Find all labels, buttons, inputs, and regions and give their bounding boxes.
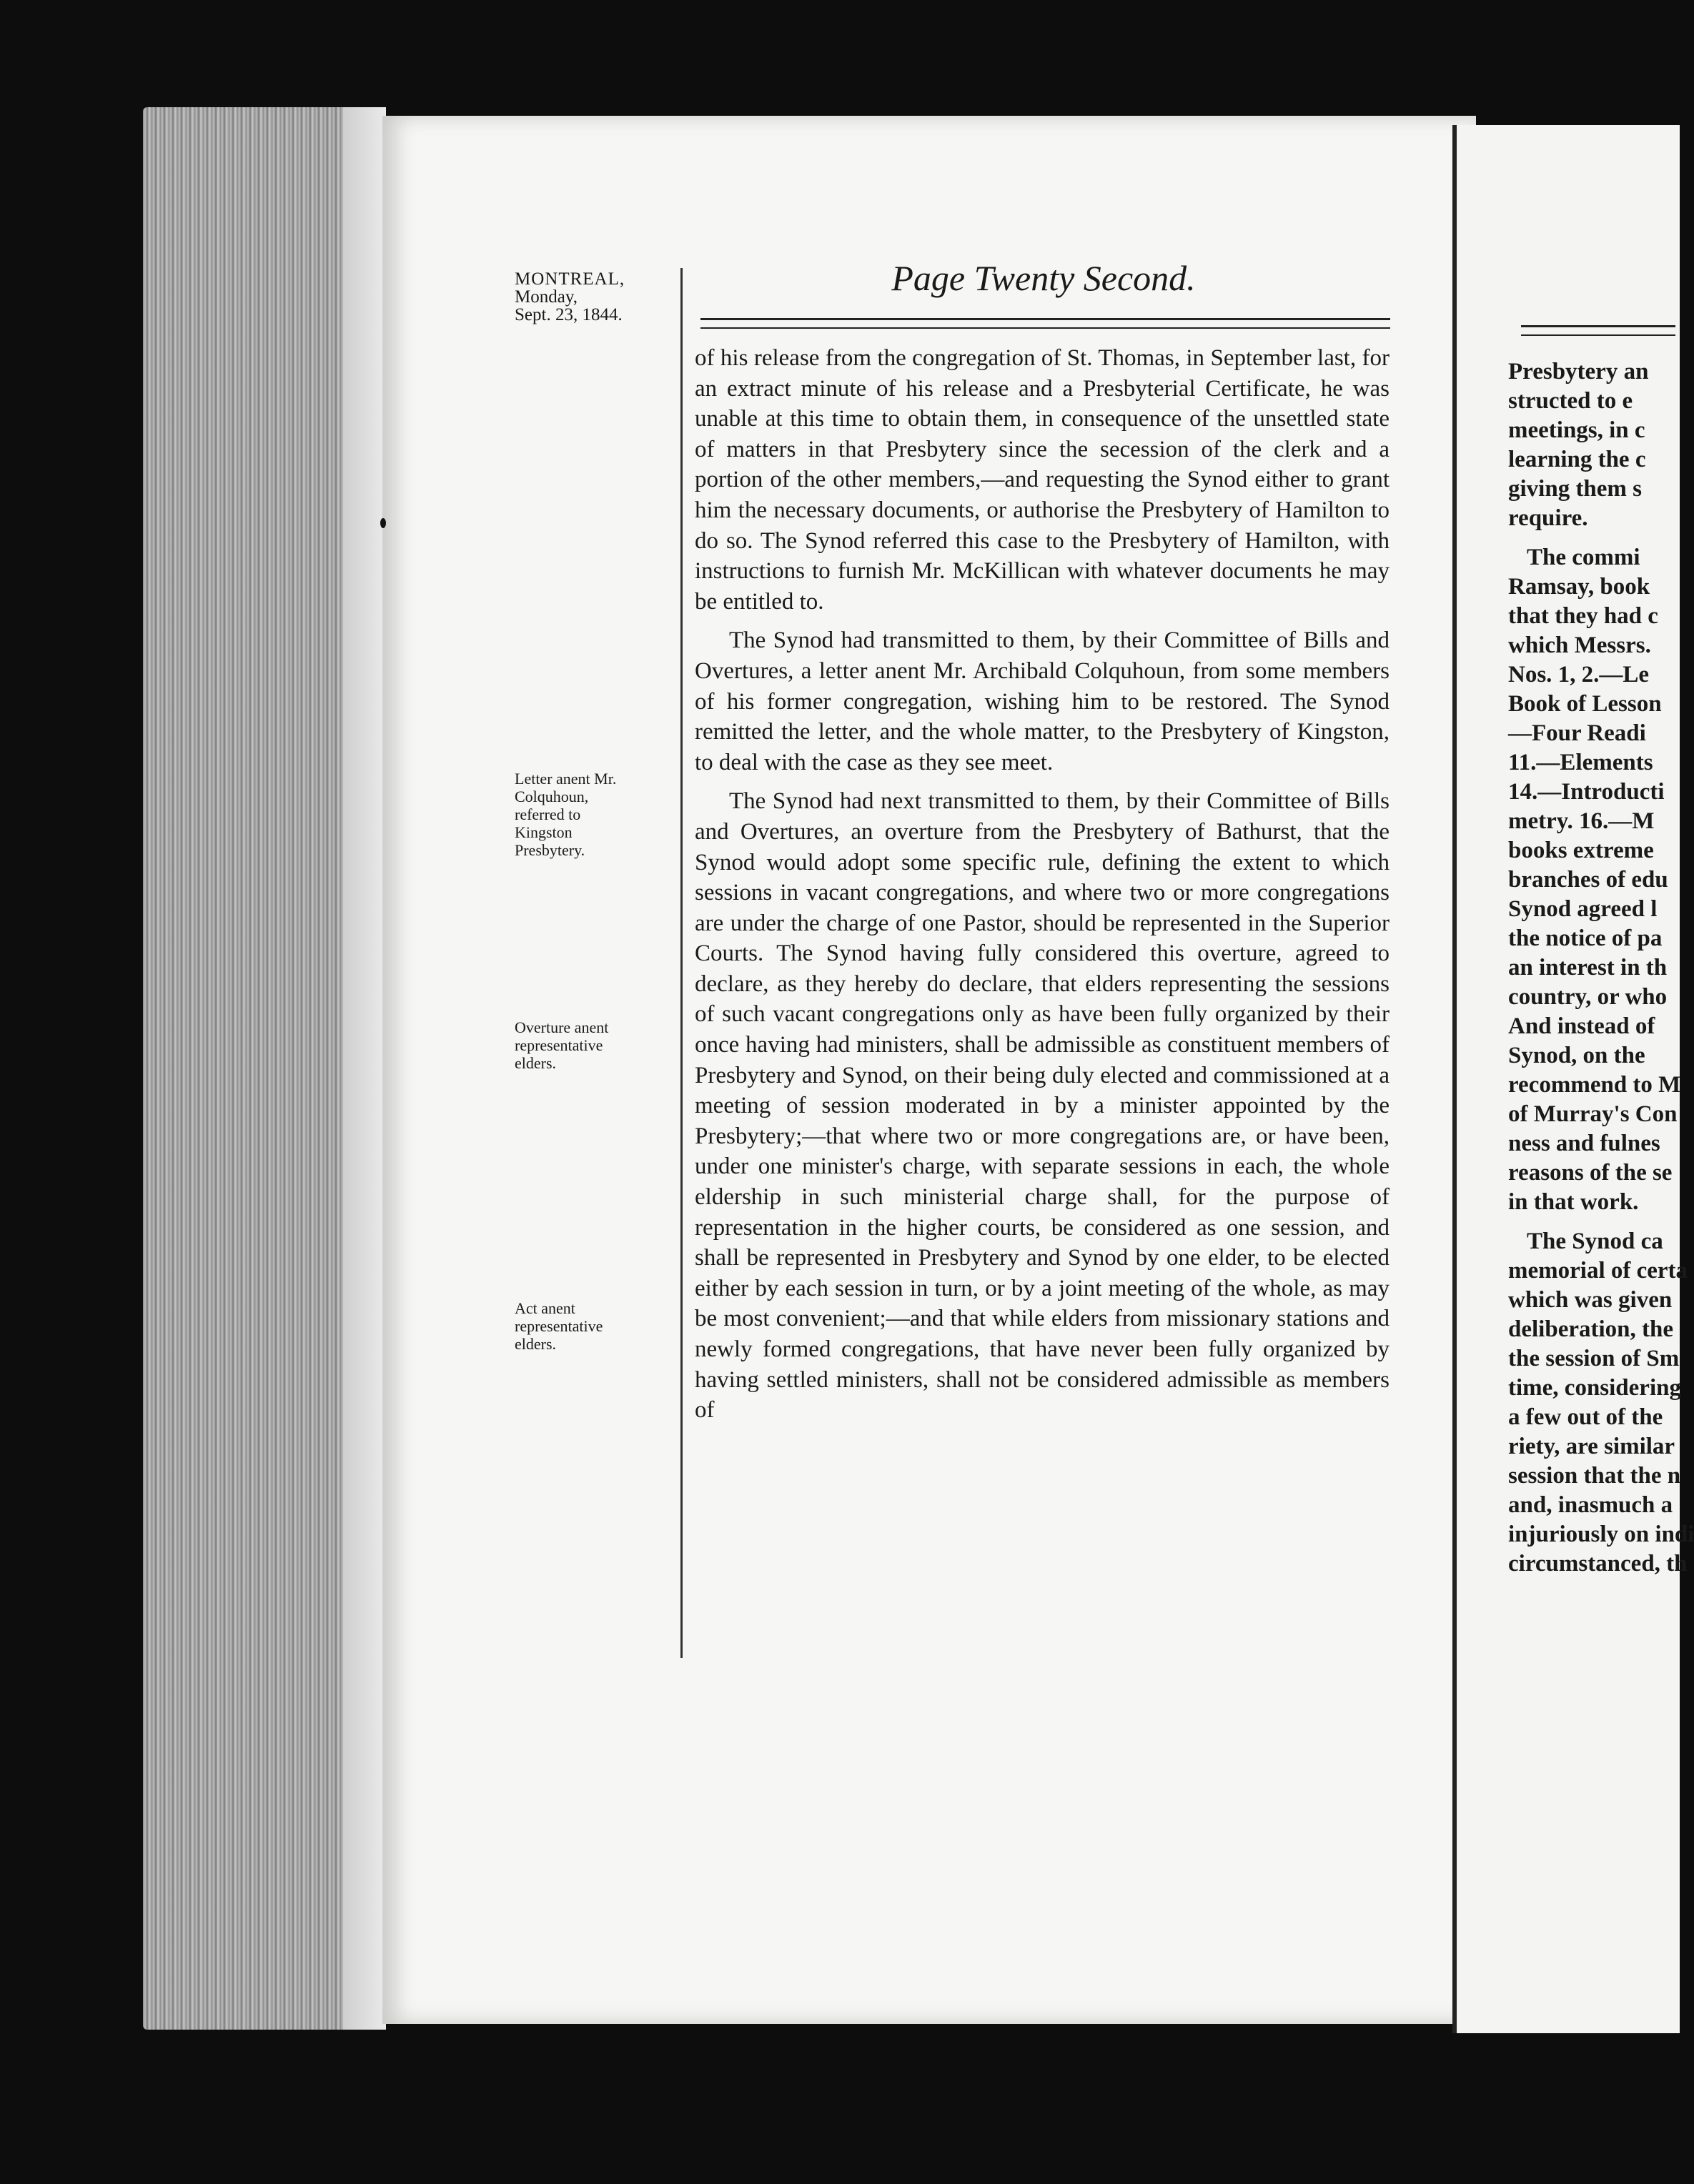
- next-page-line: require.: [1508, 505, 1588, 531]
- margin-note-colquhoun: Letter anent Mr. Colquhoun, referred to Kingston Presbytery.: [515, 770, 617, 859]
- next-page-line: injuriously on indi: [1508, 1522, 1694, 1547]
- next-page-line: riety, are similar: [1508, 1434, 1675, 1459]
- dateline: [515, 270, 672, 324]
- next-page-line: circumstanced, th: [1508, 1551, 1688, 1577]
- next-page-line: memorial of certa: [1508, 1258, 1688, 1284]
- paragraph: The Synod had next transmitted to them, by their Committee of Bills and Overtures, an overture from the Presbytery of Bathurst, that the Synod would adopt some specific rule, defining the extent to which sessions in vacant congregations, and where two or more congregations are under the charge of one Pastor, should be represented in the Superior Courts. The Synod having fully considered this overture, agreed to declare, as they hereby do declare, that elders representing the sessions of such vacant congregations only as have been fully organized by their once having had ministers, shall be admissible as constituent members of Presbytery and Synod, on their being duly elected and commissioned at a meeting of session moderated in by a minister appointed by the Presbytery;—that where two or more congregations are, or have been, under one minister's charge, with separate sessions in each, the whole eldership in such ministerial charge shall, for the purpose of representation in the higher courts, be considered as one session, and shall be represented in Presbytery and Synod by one elder, to be elected either by each session in turn, or by a joint meeting of the whole, as may be most convenient;—and that while elders from missionary stations and newly formed congregations, that have never been fully organized by having settled ministers, shall not be considered admissible as members of: [695, 788, 1390, 1424]
- dateline-day: Monday,: [515, 287, 578, 307]
- line-gap: [1508, 533, 1675, 543]
- next-page-line: that they had c: [1508, 603, 1658, 629]
- column-rule: [680, 268, 683, 1658]
- next-page-line: learning the c: [1508, 447, 1646, 472]
- next-page-line: which Messrs.: [1508, 632, 1651, 658]
- margin-note-overture: Overture anent representative elders.: [515, 1018, 609, 1072]
- next-page-line: which was given: [1508, 1287, 1673, 1313]
- paragraph: of his release from the congregation of St. Thomas, in September last, for an extract minute of his release and a Presbyterial Certificate, he was unable at this time to obtain them, in consequence of the unsettled state of matters in that Presbytery since the secession of the clerk and a portion of the other members,—and requesting the Synod either to grant him the necessary documents, or authorise the Presbytery of Hamilton to do so. The Synod referred this case to the Presbytery of Hamilton, with instructions to furnish Mr. McKillican with whatever documents he may be entitled to.: [695, 345, 1390, 615]
- next-page-line: metry. 16.—M: [1508, 808, 1655, 834]
- next-page-line: of Murray's Con: [1508, 1101, 1678, 1127]
- next-page-line: the notice of pa: [1508, 925, 1663, 951]
- next-page-line: meetings, in c: [1508, 417, 1645, 443]
- next-page-line: Nos. 1, 2.—Le: [1508, 662, 1650, 688]
- next-page-line: branches of edu: [1508, 867, 1668, 893]
- next-page-line: Book of Lesson: [1508, 691, 1662, 717]
- body-text: [695, 343, 1390, 1426]
- next-page-line: reasons of the se: [1508, 1160, 1673, 1186]
- next-page-line: Ramsay, book: [1508, 574, 1650, 600]
- margin-note-act: Act anent representative elders.: [515, 1299, 603, 1353]
- next-page-line: The commi: [1527, 545, 1640, 570]
- next-page-line: in that work.: [1508, 1189, 1639, 1215]
- header-rule: [700, 318, 1390, 329]
- paragraph: The Synod had transmitted to them, by their Committee of Bills and Overtures, a letter anent Mr. Archibald Colquhoun, from some members of his former congregation, wishing him to be restored. The Synod remitted the letter, and the whole matter, to the Presbytery of Kingston, to deal with the case as they see meet.: [695, 627, 1390, 775]
- next-page-text: [1508, 357, 1694, 1579]
- next-page-line: And instead of: [1508, 1013, 1655, 1039]
- next-page-line: an interest in th: [1508, 955, 1668, 981]
- next-page-line: Synod agreed l: [1508, 896, 1658, 922]
- next-page-header-rule: [1521, 325, 1675, 336]
- next-page-line: 14.—Introducti: [1508, 779, 1665, 805]
- line-gap: [1508, 1217, 1675, 1227]
- next-page-line: The Synod ca: [1527, 1228, 1663, 1254]
- next-page-line: giving them s: [1508, 476, 1643, 502]
- next-page-line: books extreme: [1508, 838, 1654, 863]
- next-page-line: and, inasmuch a: [1508, 1492, 1673, 1518]
- next-page-line: country, or who: [1508, 984, 1668, 1010]
- next-page-line: a few out of the: [1508, 1404, 1663, 1430]
- next-page-line: recommend to M: [1508, 1072, 1681, 1098]
- speck: [380, 518, 386, 528]
- next-page-line: the session of Sm: [1508, 1346, 1680, 1371]
- dateline-date: Sept. 23, 1844.: [515, 305, 623, 324]
- next-page-line: session that the n: [1508, 1463, 1681, 1489]
- next-page-line: Synod, on the: [1508, 1043, 1645, 1068]
- next-page-line: deliberation, the: [1508, 1316, 1673, 1342]
- dateline-city: MONTREAL,: [515, 269, 625, 289]
- next-page-line: time, considering: [1508, 1375, 1681, 1401]
- next-page-line: structed to e: [1508, 388, 1633, 414]
- running-head: Page Twenty Second.: [891, 258, 1196, 298]
- next-page-line: ness and fulnes: [1508, 1131, 1660, 1156]
- next-page-line: —Four Readi: [1508, 720, 1646, 746]
- next-page-line: 11.—Elements: [1508, 750, 1653, 775]
- next-page-line: Presbytery an: [1508, 359, 1649, 384]
- book-page-edges: [143, 107, 386, 2030]
